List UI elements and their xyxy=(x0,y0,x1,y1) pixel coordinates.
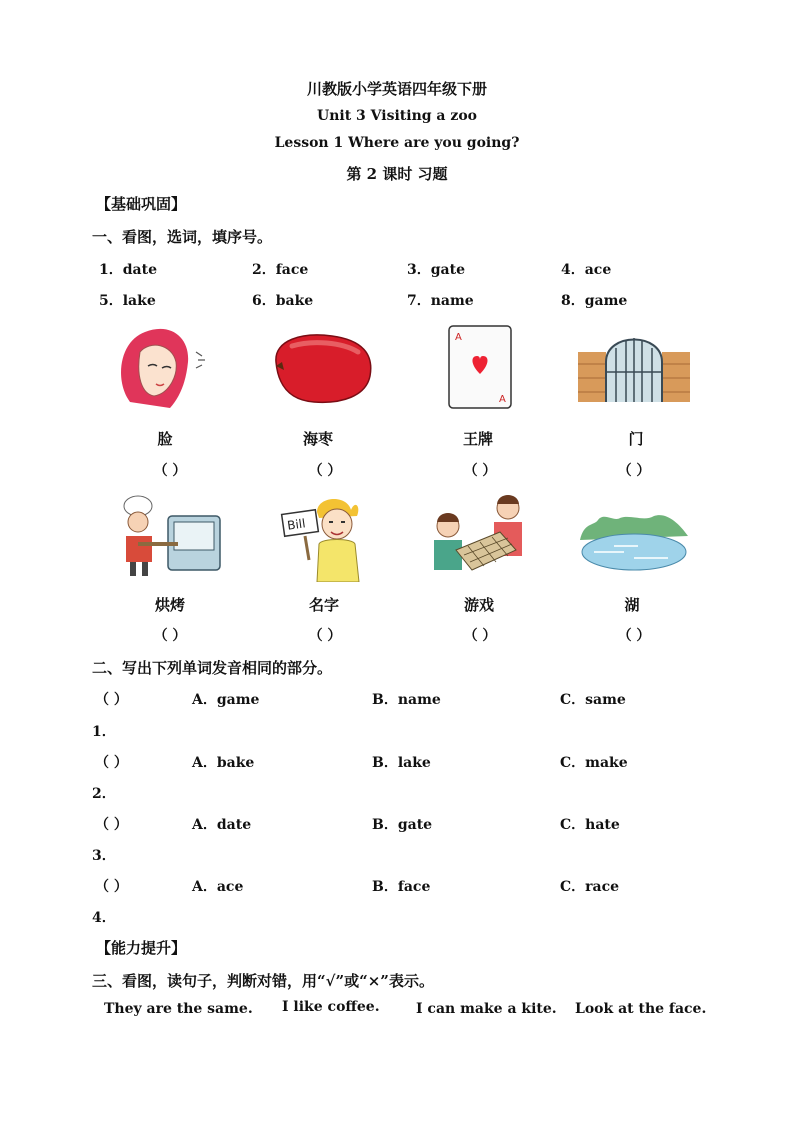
sentence: I like coffee. xyxy=(282,999,380,1015)
unit-title: Unit 3 Visiting a zoo xyxy=(317,108,477,124)
picture-caption: 游戏 xyxy=(463,596,494,614)
face-picture xyxy=(110,322,230,412)
word-option: 5．lake xyxy=(99,293,156,309)
part3-heading: 三、看图，读句子，判断对错，用“√”或“×”表示。 xyxy=(92,972,434,990)
sentence: They are the same. xyxy=(104,1001,253,1017)
baking-chef-picture xyxy=(108,492,228,582)
lake-picture xyxy=(574,492,694,582)
answer-blank[interactable]: （ ） xyxy=(153,463,187,479)
option-b: B．face xyxy=(372,879,431,895)
answer-blank[interactable]: （ ） xyxy=(95,817,128,833)
option-a: A．bake xyxy=(192,755,255,771)
word-option: 1．date xyxy=(99,262,157,278)
answer-blank[interactable]: （ ） xyxy=(463,628,497,644)
svg-text:A: A xyxy=(499,394,506,405)
sentence: Look at the face. xyxy=(575,1001,707,1017)
picture-caption: 王牌 xyxy=(462,430,493,448)
answer-blank[interactable]: （ ） xyxy=(308,463,342,479)
answer-blank[interactable]: （ ） xyxy=(95,755,128,771)
picture-caption: 门 xyxy=(628,430,644,448)
svg-text:Bill: Bill xyxy=(286,516,307,533)
answer-blank[interactable]: （ ） xyxy=(308,628,342,644)
section-basic-heading: 【基础巩固】 xyxy=(96,195,187,213)
name-sign-boy-picture xyxy=(265,492,385,582)
gate-picture xyxy=(574,322,694,412)
question-number: 4． xyxy=(92,910,116,926)
picture-caption: 湖 xyxy=(624,596,640,614)
word-option: 3．gate xyxy=(407,262,465,278)
part1-heading: 一、看图，选词，填序号。 xyxy=(92,228,273,246)
word-option: 2．face xyxy=(252,262,309,278)
picture-caption: 名字 xyxy=(308,596,339,614)
word-option: 6．bake xyxy=(252,293,314,309)
document-title: 川教版小学英语四年级下册 xyxy=(306,80,487,98)
word-option: 4．ace xyxy=(561,262,612,278)
picture-caption: 烘烤 xyxy=(154,596,185,614)
answer-blank[interactable]: （ ） xyxy=(95,692,128,708)
option-b: B．name xyxy=(372,692,441,708)
word-option: 8．game xyxy=(561,293,628,309)
picture-caption: 脸 xyxy=(157,430,173,448)
option-c: C．make xyxy=(560,755,628,771)
ace-card-picture xyxy=(415,322,535,412)
picture-caption: 海枣 xyxy=(302,430,333,448)
svg-text:A: A xyxy=(455,332,462,343)
question-number: 3． xyxy=(92,848,116,864)
jujube-picture xyxy=(262,322,382,412)
option-a: A．date xyxy=(192,817,252,833)
answer-blank[interactable]: （ ） xyxy=(617,628,651,644)
lesson-title: Lesson 1 Where are you going? xyxy=(274,135,520,151)
option-c: C．hate xyxy=(560,817,620,833)
answer-blank[interactable]: （ ） xyxy=(153,628,187,644)
option-a: A．game xyxy=(192,692,260,708)
period-title: 第 2 课时 习题 xyxy=(346,165,448,183)
option-c: C．race xyxy=(560,879,620,895)
option-b: B．gate xyxy=(372,817,433,833)
option-c: C．same xyxy=(560,692,626,708)
option-b: B．lake xyxy=(372,755,431,771)
option-a: A．ace xyxy=(192,879,244,895)
question-number: 1． xyxy=(92,724,116,740)
word-option: 7．name xyxy=(407,293,474,309)
answer-blank[interactable]: （ ） xyxy=(95,879,128,895)
question-number: 2． xyxy=(92,786,116,802)
part2-heading: 二、写出下列单词发音相同的部分。 xyxy=(92,659,333,677)
section-advance-heading: 【能力提升】 xyxy=(96,939,187,957)
kids-playing-game-picture xyxy=(420,492,540,582)
sentence: I can make a kite. xyxy=(416,1001,557,1017)
answer-blank[interactable]: （ ） xyxy=(463,463,497,479)
answer-blank[interactable]: （ ） xyxy=(617,463,651,479)
